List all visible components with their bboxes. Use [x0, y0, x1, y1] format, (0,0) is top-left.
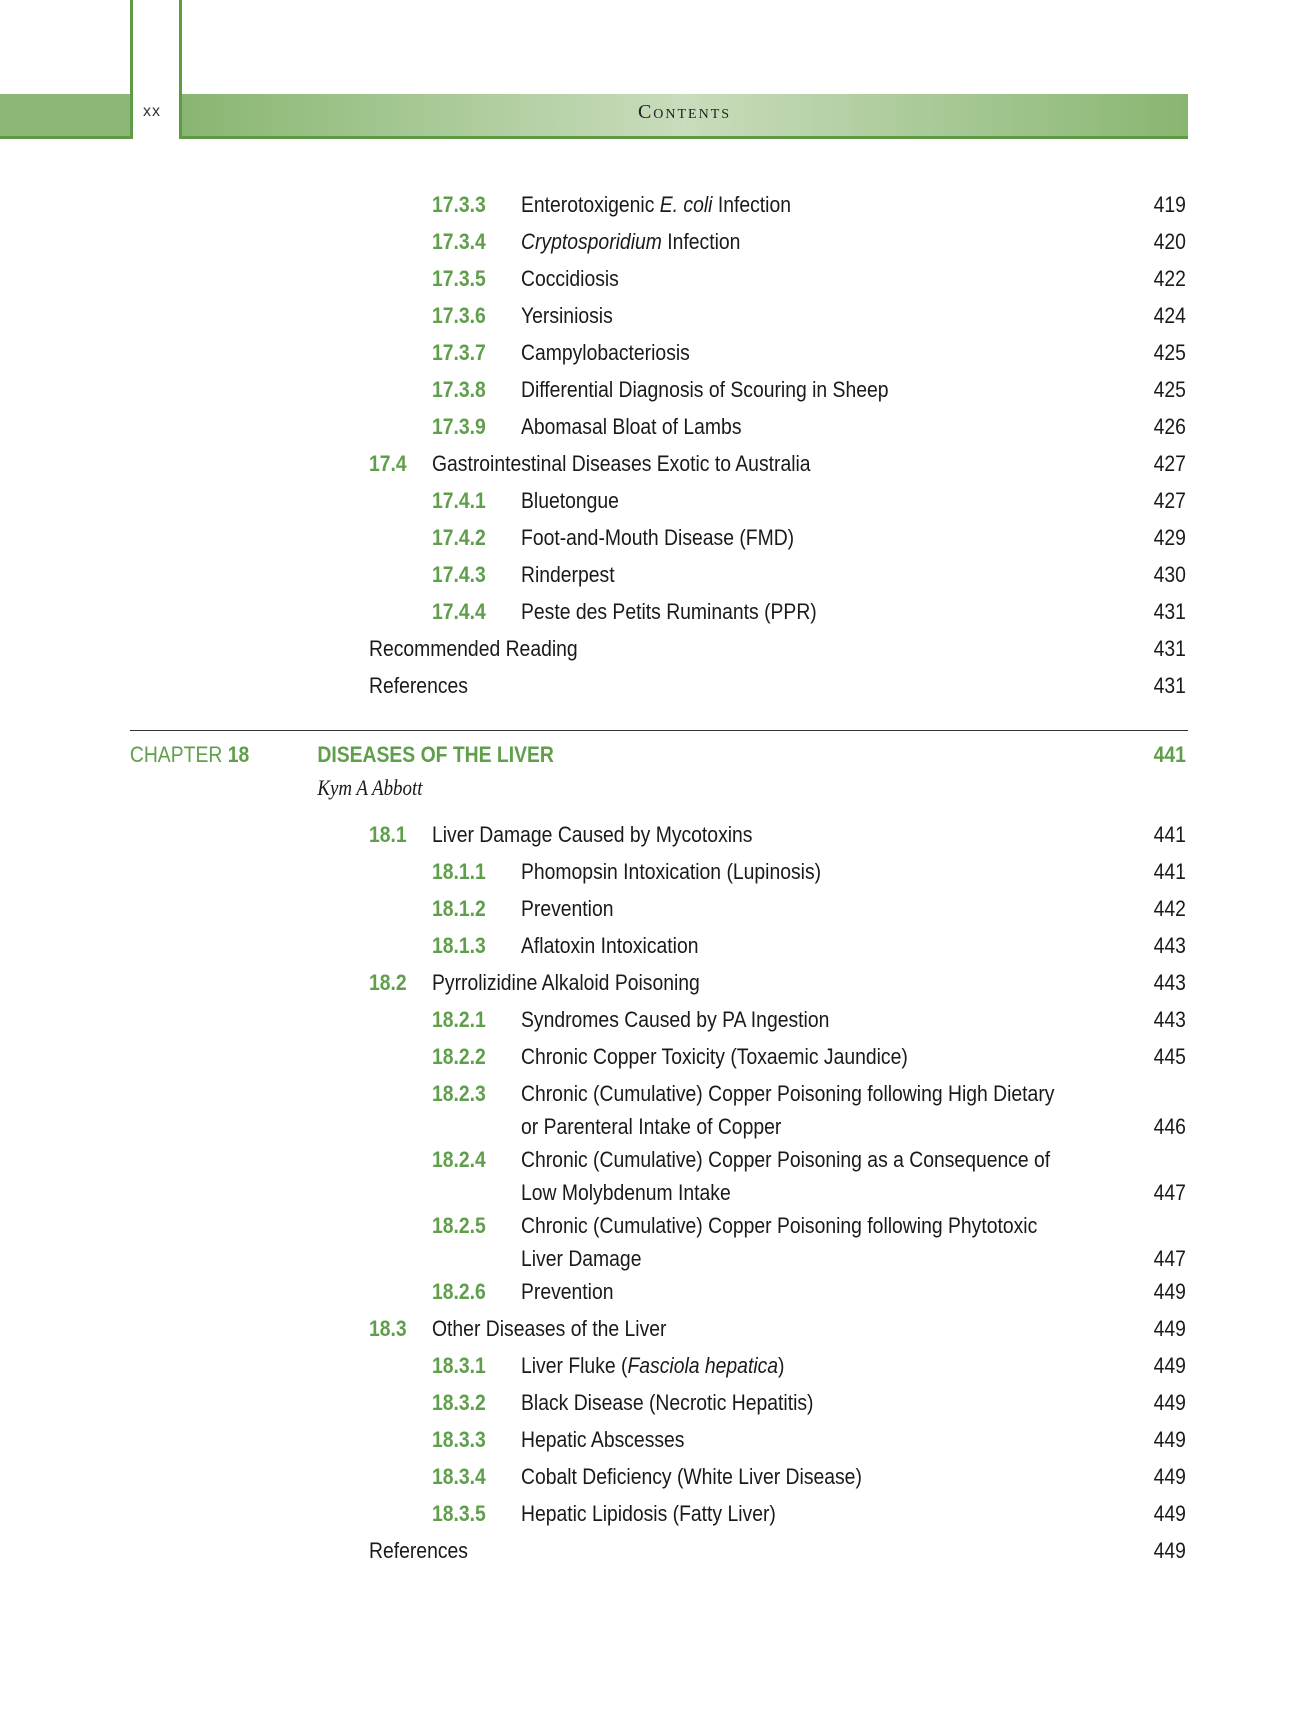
- toc-entry-page: 442: [1153, 896, 1186, 921]
- toc-entry-page: 447: [1153, 1180, 1186, 1205]
- chapter-author-row: [0, 773, 1115, 803]
- toc-entry-title: Peste des Petits Ruminants (PPR): [520, 599, 817, 624]
- toc-entry[interactable]: [0, 857, 1186, 887]
- toc-entry[interactable]: [0, 1388, 1186, 1418]
- toc-entry-page: 420: [1153, 229, 1186, 254]
- toc-entry-title-line2: Low Molybdenum Intake: [520, 1180, 731, 1205]
- toc-entry-number: 18.1.1: [431, 859, 486, 884]
- toc-entry-page: 431: [1153, 673, 1186, 698]
- toc-entry-title: Yersiniosis: [520, 303, 613, 328]
- toc-entry-title: Chronic Copper Toxicity (Toxaemic Jaundice): [520, 1044, 908, 1069]
- toc-entry-page: 443: [1153, 1007, 1186, 1032]
- toc-entry-number: 17.3.3: [431, 192, 486, 217]
- toc-entry-title: Chronic (Cumulative) Copper Poisoning following Phytotoxic: [520, 1213, 1038, 1238]
- toc-entry-title: Foot-and-Mouth Disease (FMD): [520, 525, 795, 550]
- toc-entry-number: 17.4.3: [431, 562, 486, 587]
- toc-entry[interactable]: [0, 671, 1186, 701]
- toc-entry[interactable]: [0, 1351, 1186, 1381]
- toc-entry-number: 18.3.5: [431, 1501, 486, 1526]
- page-number: xx: [143, 103, 161, 120]
- toc-entry-title: Chronic (Cumulative) Copper Poisoning as a Consequence of: [520, 1147, 1051, 1172]
- toc-entry-page: 427: [1153, 451, 1186, 476]
- toc-entry[interactable]: [0, 449, 1186, 479]
- toc-entry-title: Campylobacteriosis: [520, 340, 690, 365]
- toc-entry-number: 18.1.3: [431, 933, 486, 958]
- toc-entry[interactable]: [0, 931, 1186, 961]
- toc-entry-title: Abomasal Bloat of Lambs: [520, 414, 742, 439]
- toc-entry-number: 17.3.5: [431, 266, 486, 291]
- toc-entry-title: Coccidiosis: [520, 266, 619, 291]
- toc-entry-title: Liver Fluke (Fasciola hepatica): [520, 1353, 785, 1378]
- toc-entry[interactable]: [0, 190, 1186, 220]
- toc-entry-page: 449: [1153, 1390, 1186, 1415]
- chapter-number: 18: [227, 742, 250, 767]
- toc-entry-page: 449: [1153, 1427, 1186, 1452]
- toc-entry-page: 443: [1153, 970, 1186, 995]
- toc-entry-page: 449: [1153, 1538, 1186, 1563]
- toc-entry-page: 427: [1153, 488, 1186, 513]
- toc-entry-page: 431: [1153, 636, 1186, 661]
- chapter-title: DISEASES OF THE LIVER: [317, 742, 554, 767]
- toc-entry[interactable]: [0, 1425, 1186, 1455]
- toc-entry[interactable]: [0, 560, 1186, 590]
- toc-entry-number: 17.3.6: [431, 303, 486, 328]
- toc-entry-title: Bluetongue: [520, 488, 619, 513]
- toc-entry-number: 18.3.3: [431, 1427, 486, 1452]
- toc-entry-number: 17.4: [368, 451, 407, 476]
- toc-entry-title: Other Diseases of the Liver: [431, 1316, 667, 1341]
- toc-entry-number: 17.3.9: [431, 414, 486, 439]
- toc-entry-number: 17.4.1: [431, 488, 486, 513]
- toc-entry-number: 18.2.5: [431, 1213, 486, 1238]
- toc-entry-page: 429: [1153, 525, 1186, 550]
- toc-entry-page: 445: [1153, 1044, 1186, 1069]
- toc-entry-page: 449: [1153, 1353, 1186, 1378]
- toc-entry-page: 430: [1153, 562, 1186, 587]
- toc-entry[interactable]: [0, 597, 1186, 627]
- toc-entry-number: 18.3.4: [431, 1464, 486, 1489]
- header-band-left: [0, 94, 131, 139]
- toc-entry-title-line2: Liver Damage: [520, 1246, 642, 1271]
- toc-entry-title: Gastrointestinal Diseases Exotic to Australia: [431, 451, 811, 476]
- toc-entry[interactable]: [0, 301, 1186, 331]
- toc-entry[interactable]: [0, 968, 1186, 998]
- running-head: Contents: [637, 101, 732, 123]
- toc-entry-title: Recommended Reading: [368, 636, 578, 661]
- toc-entry[interactable]: [0, 1499, 1186, 1529]
- toc-entry-title: Black Disease (Necrotic Hepatitis): [520, 1390, 814, 1415]
- toc-entry-title-line2: or Parenteral Intake of Copper: [520, 1114, 782, 1139]
- toc-entry[interactable]: [0, 227, 1186, 257]
- toc-entry-number: 18.3.2: [431, 1390, 486, 1415]
- toc-entry[interactable]: [0, 1145, 1186, 1205]
- chapter-label: CHAPTER 18: [129, 742, 250, 767]
- chapter-page: 441: [1153, 742, 1186, 767]
- header-divider-left: [130, 0, 133, 139]
- toc-entry-title: Phomopsin Intoxication (Lupinosis): [520, 859, 822, 884]
- toc-entry-number: 17.4.2: [431, 525, 486, 550]
- toc-entry-number: 18.2.6: [431, 1279, 486, 1304]
- toc-entry[interactable]: [0, 375, 1186, 405]
- toc-entry[interactable]: [0, 1536, 1186, 1566]
- toc-entry-title: Hepatic Abscesses: [520, 1427, 685, 1452]
- toc-entry-title: Prevention: [520, 896, 614, 921]
- toc-entry-page: 424: [1153, 303, 1186, 328]
- toc-entry-number: 17.4.4: [431, 599, 486, 624]
- toc-entry-title: Syndromes Caused by PA Ingestion: [520, 1007, 830, 1032]
- toc-entry-number: 18.3: [368, 1316, 407, 1341]
- toc-entry[interactable]: [0, 1277, 1186, 1307]
- toc-entry-title: Cryptosporidium Infection: [520, 229, 741, 254]
- toc-entry-title: Rinderpest: [520, 562, 615, 587]
- toc-entry-page: 441: [1153, 859, 1186, 884]
- toc-entry-page: 431: [1153, 599, 1186, 624]
- toc-entry-number: 18.2: [368, 970, 407, 995]
- toc-entry-number: 18.2.2: [431, 1044, 486, 1069]
- toc-entry-page: 449: [1153, 1501, 1186, 1526]
- toc-entry-title: Liver Damage Caused by Mycotoxins: [431, 822, 753, 847]
- toc-entry[interactable]: [0, 486, 1186, 516]
- toc-entry-page: 449: [1153, 1279, 1186, 1304]
- toc-entry-title: Cobalt Deficiency (White Liver Disease): [520, 1464, 862, 1489]
- toc-entry-number: 18.3.1: [431, 1353, 486, 1378]
- toc-entry-number: 18.2.3: [431, 1081, 486, 1106]
- toc-entry-title: References: [368, 673, 468, 698]
- toc-entry[interactable]: [0, 1005, 1186, 1035]
- toc-entry-page: 419: [1153, 192, 1186, 217]
- toc-entry[interactable]: [0, 338, 1186, 368]
- toc-entry-number: 17.3.7: [431, 340, 486, 365]
- toc-entry[interactable]: [0, 523, 1186, 553]
- toc-entry-page: 425: [1153, 340, 1186, 365]
- toc-entry-title: Prevention: [520, 1279, 614, 1304]
- toc-entry-number: 18.2.1: [431, 1007, 486, 1032]
- toc-entry[interactable]: [0, 1211, 1186, 1271]
- toc-entry[interactable]: [0, 412, 1186, 442]
- toc-entry[interactable]: [0, 820, 1186, 850]
- toc-entry-title: Differential Diagnosis of Scouring in Sheep: [520, 377, 889, 402]
- toc-entry-title: Aflatoxin Intoxication: [520, 933, 699, 958]
- toc-entry-title: References: [368, 1538, 468, 1563]
- chapter-divider: [130, 730, 1188, 731]
- toc-entry-number: 17.3.8: [431, 377, 486, 402]
- toc-entry-page: 422: [1153, 266, 1186, 291]
- toc-entry[interactable]: [0, 264, 1186, 294]
- toc-entry-title: Hepatic Lipidosis (Fatty Liver): [520, 1501, 776, 1526]
- toc-entry-page: 441: [1153, 822, 1186, 847]
- toc-entry-page: 443: [1153, 933, 1186, 958]
- toc-entry-title: Chronic (Cumulative) Copper Poisoning following High Dietary: [520, 1081, 1055, 1106]
- toc-entry-number: 18.1: [368, 822, 407, 847]
- toc-entry-number: 18.1.2: [431, 896, 486, 921]
- toc-entry-number: 18.2.4: [431, 1147, 486, 1172]
- toc-entry-page: 449: [1153, 1316, 1186, 1341]
- toc-entry[interactable]: [0, 1462, 1186, 1492]
- toc-entry-page: 426: [1153, 414, 1186, 439]
- toc-entry[interactable]: [0, 634, 1186, 664]
- toc-entry[interactable]: [0, 1079, 1186, 1139]
- chapter-18-heading[interactable]: [0, 740, 1186, 770]
- toc-entry-page: 425: [1153, 377, 1186, 402]
- toc-entry-number: 17.3.4: [431, 229, 486, 254]
- toc-entry-page: 449: [1153, 1464, 1186, 1489]
- toc-entry-page: 446: [1153, 1114, 1186, 1139]
- toc-entry-title: Pyrrolizidine Alkaloid Poisoning: [431, 970, 700, 995]
- toc-entry[interactable]: [0, 1314, 1186, 1344]
- chapter-author: Kym A Abbott: [317, 775, 423, 800]
- toc-entry-title: Enterotoxigenic E. coli Infection: [520, 192, 791, 217]
- toc-entry[interactable]: [0, 894, 1186, 924]
- toc-entry[interactable]: [0, 1042, 1186, 1072]
- toc-entry-page: 447: [1153, 1246, 1186, 1271]
